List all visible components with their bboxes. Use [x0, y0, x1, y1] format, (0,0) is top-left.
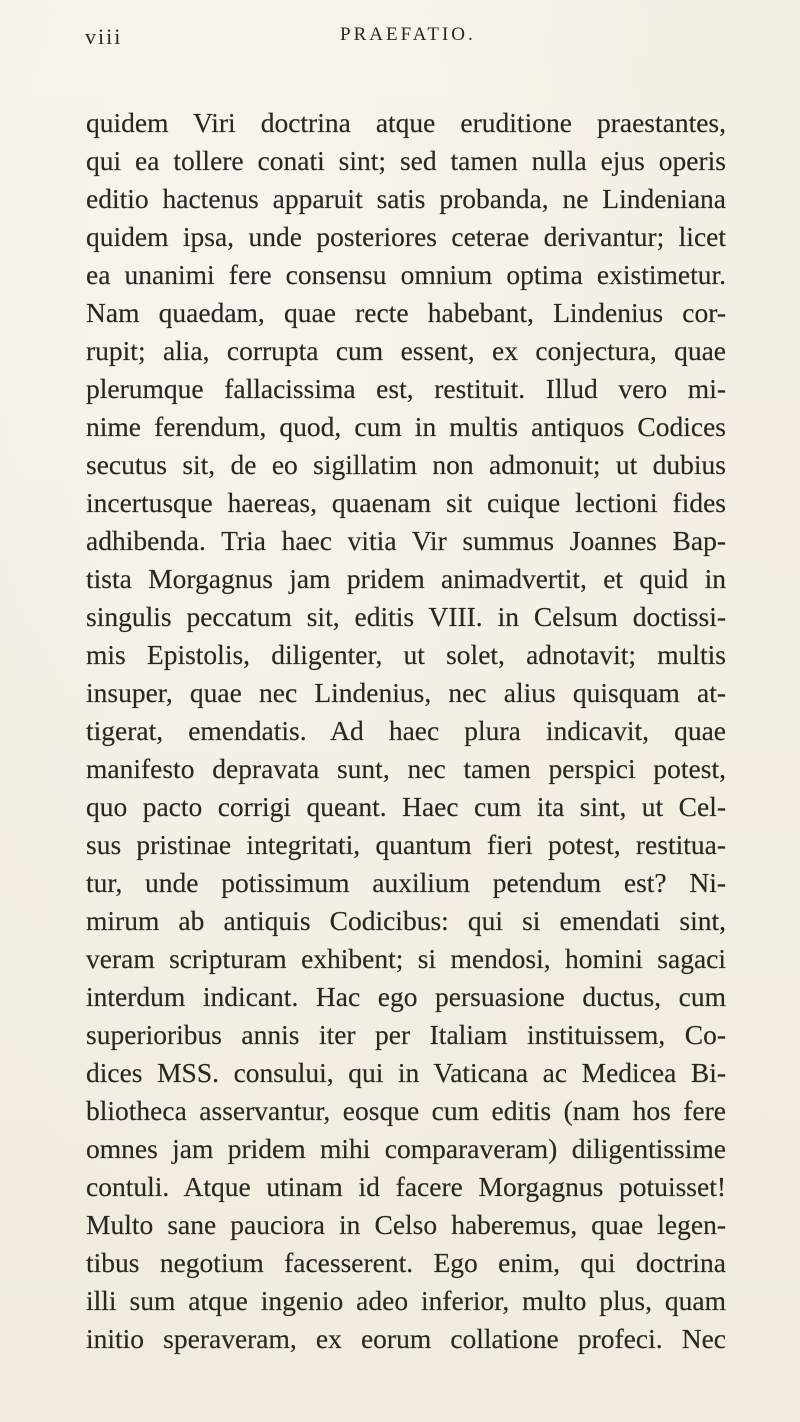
text-line: quidem ipsa, unde posteriores ceterae derivantur; licet [86, 221, 726, 252]
text-line: dices MSS. consului, qui in Vaticana ac Medicea Bi- [86, 1057, 726, 1088]
text-line: insuper, quae nec Lindenius, nec alius quisquam at- [86, 677, 726, 708]
text-line: incertusque haereas, quaenam sit cuique lectioni fides [86, 487, 726, 518]
text-line: tigerat, emendatis. Ad haec plura indicavit, quae [86, 715, 726, 746]
running-head-title: PRAEFATIO. [340, 24, 476, 45]
text-line: mis Epistolis, diligenter, ut solet, adnotavit; multis [86, 639, 726, 670]
text-line: editio hactenus apparuit satis probanda, ne Lindeniana [86, 183, 726, 214]
text-line: contuli. Atque utinam id facere Morgagnus potuisset! [86, 1171, 726, 1202]
text-line: adhibenda. Tria haec vitia Vir summus Joannes Bap- [86, 525, 726, 556]
text-line: quidem Viri doctrina atque eruditione praestantes, [86, 107, 726, 138]
text-line: tibus negotium facesserent. Ego enim, qui doctrina [86, 1247, 726, 1278]
text-line: initio speraveram, ex eorum collatione profeci. Nec [86, 1323, 726, 1354]
page-number: viii [85, 24, 123, 49]
text-line: veram scripturam exhibent; si mendosi, homini sagaci [86, 943, 726, 974]
text-line: quo pacto corrigi queant. Haec cum ita sint, ut Cel- [86, 791, 726, 822]
text-line: ea unanimi fere consensu omnium optima existimetur. [86, 259, 726, 290]
text-line: qui ea tollere conati sint; sed tamen nulla ejus operis [86, 145, 726, 176]
text-line: superioribus annis iter per Italiam instituissem, Co- [86, 1019, 726, 1050]
text-line: tista Morgagnus jam pridem animadvertit, et quid in [86, 563, 726, 594]
text-line: nime ferendum, quod, cum in multis antiquos Codices [86, 411, 726, 442]
text-line: secutus sit, de eo sigillatim non admonuit; ut dubius [86, 449, 726, 480]
text-line: plerumque fallacissima est, restituit. Illud vero mi- [86, 373, 726, 404]
text-line: tur, unde potissimum auxilium petendum est? Ni- [86, 867, 726, 898]
text-line: interdum indicant. Hac ego persuasione ductus, cum [86, 981, 726, 1012]
text-line: rupit; alia, corrupta cum essent, ex conjectura, quae [86, 335, 726, 366]
text-line: manifesto depravata sunt, nec tamen perspici potest, [86, 753, 726, 784]
text-line: singulis peccatum sit, editis VIII. in Celsum doctissi- [86, 601, 726, 632]
running-head [0, 24, 800, 54]
text-line: sus pristinae integritati, quantum fieri potest, restitua- [86, 829, 726, 860]
text-line: omnes jam pridem mihi comparaveram) diligentissime [86, 1133, 726, 1164]
text-line: mirum ab antiquis Codicibus: qui si emendati sint, [86, 905, 726, 936]
text-line: illi sum atque ingenio adeo inferior, multo plus, quam [86, 1285, 726, 1316]
text-line: Multo sane pauciora in Celso haberemus, quae legen- [86, 1209, 726, 1240]
text-line: Nam quaedam, quae recte habebant, Lindenius cor- [86, 297, 726, 328]
text-line: bliotheca asservantur, eosque cum editis (nam hos fere [86, 1095, 726, 1126]
